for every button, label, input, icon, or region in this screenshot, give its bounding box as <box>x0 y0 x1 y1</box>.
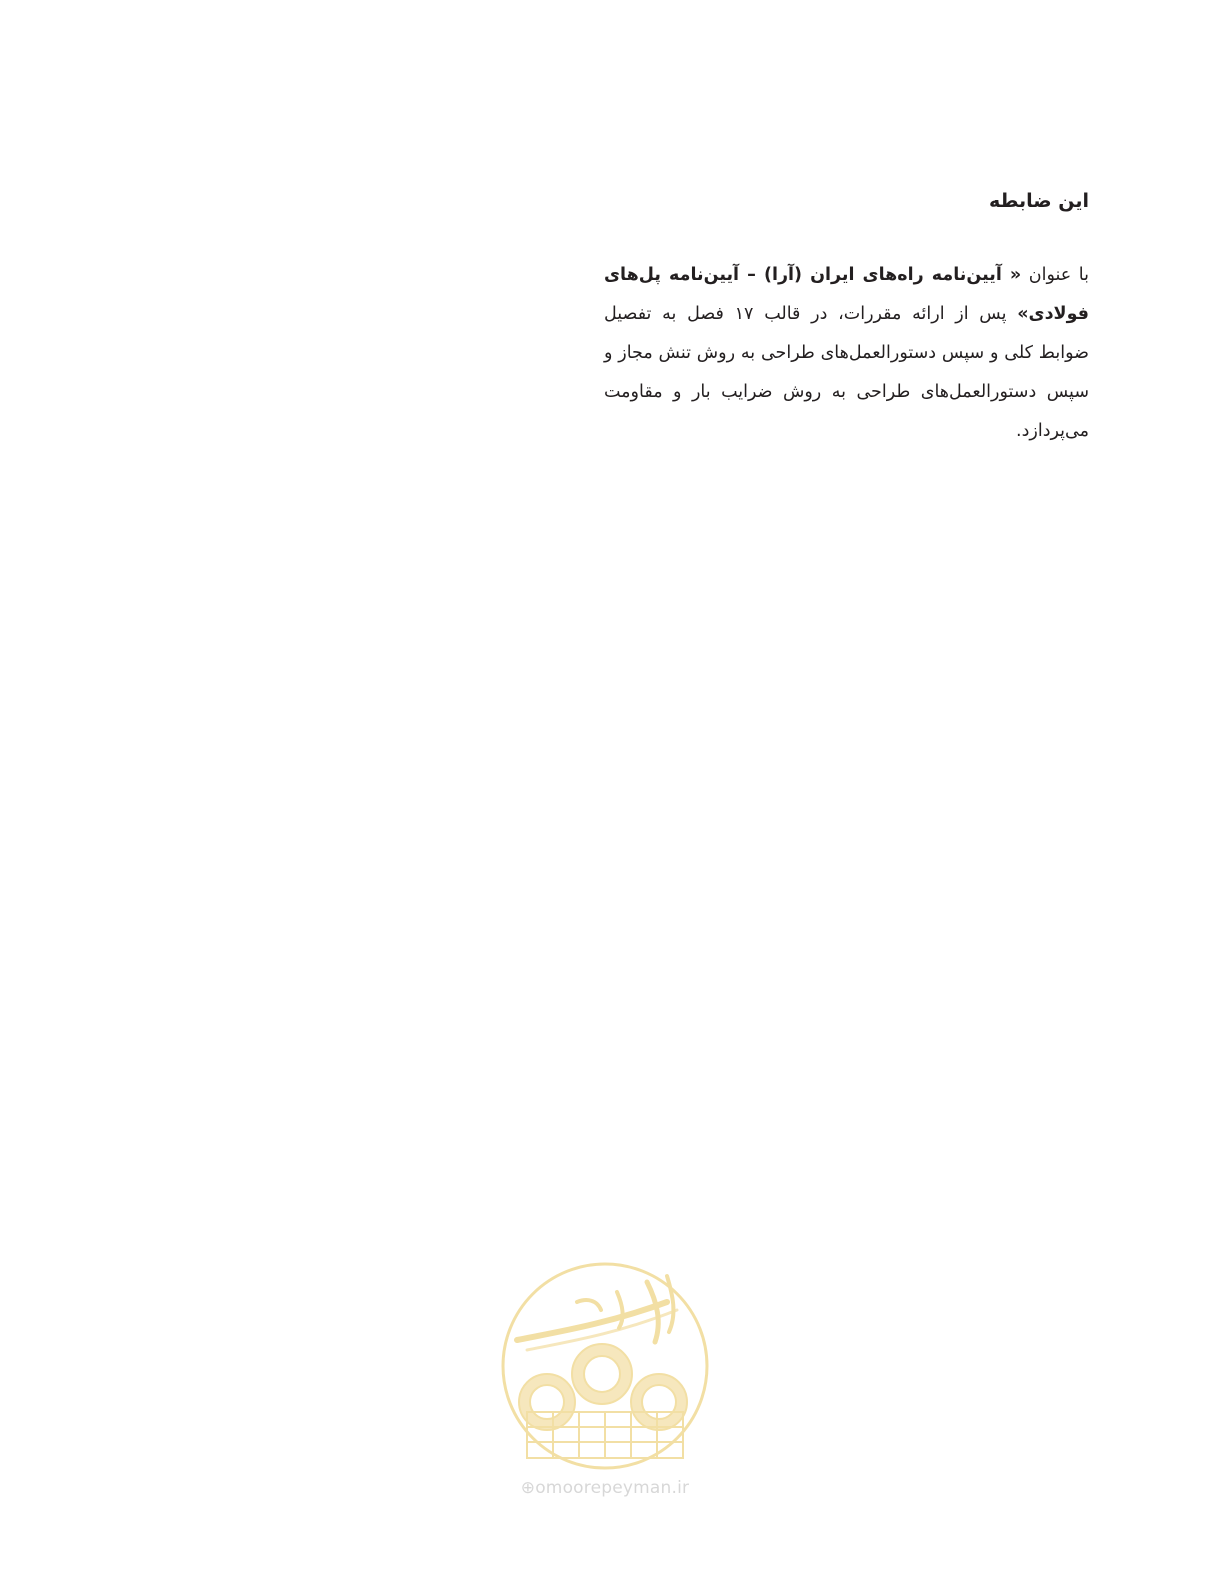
paragraph-body: پس از ارائه مقررات، در قالب ۱۷ فصل به تفصیل ضوابط کلی و سپس دستورالعمل‌های طراحی به روش تنش مجاز و سپس دستورالعمل‌های طراحی به روش ضرایب بار و مقاومت می‌پردازد. <box>604 304 1089 441</box>
watermark-url-text: omoorepeyman.ir <box>535 1478 690 1498</box>
text-block <box>604 184 1089 451</box>
watermark-logo <box>497 1262 713 1512</box>
paragraph-intro: با عنوان <box>1021 265 1089 285</box>
logo-emblem-icon <box>497 1262 713 1472</box>
paragraph-bold-title: « آیین‌نامه راه‌های ایران (آرا) – آیین‌نامه پل‌های فولادی» <box>604 265 1090 324</box>
body-paragraph <box>604 256 1089 451</box>
globe-icon: ⊕ <box>520 1478 536 1498</box>
section-heading: این ضابطه <box>988 190 1089 212</box>
watermark-url <box>497 1478 713 1498</box>
